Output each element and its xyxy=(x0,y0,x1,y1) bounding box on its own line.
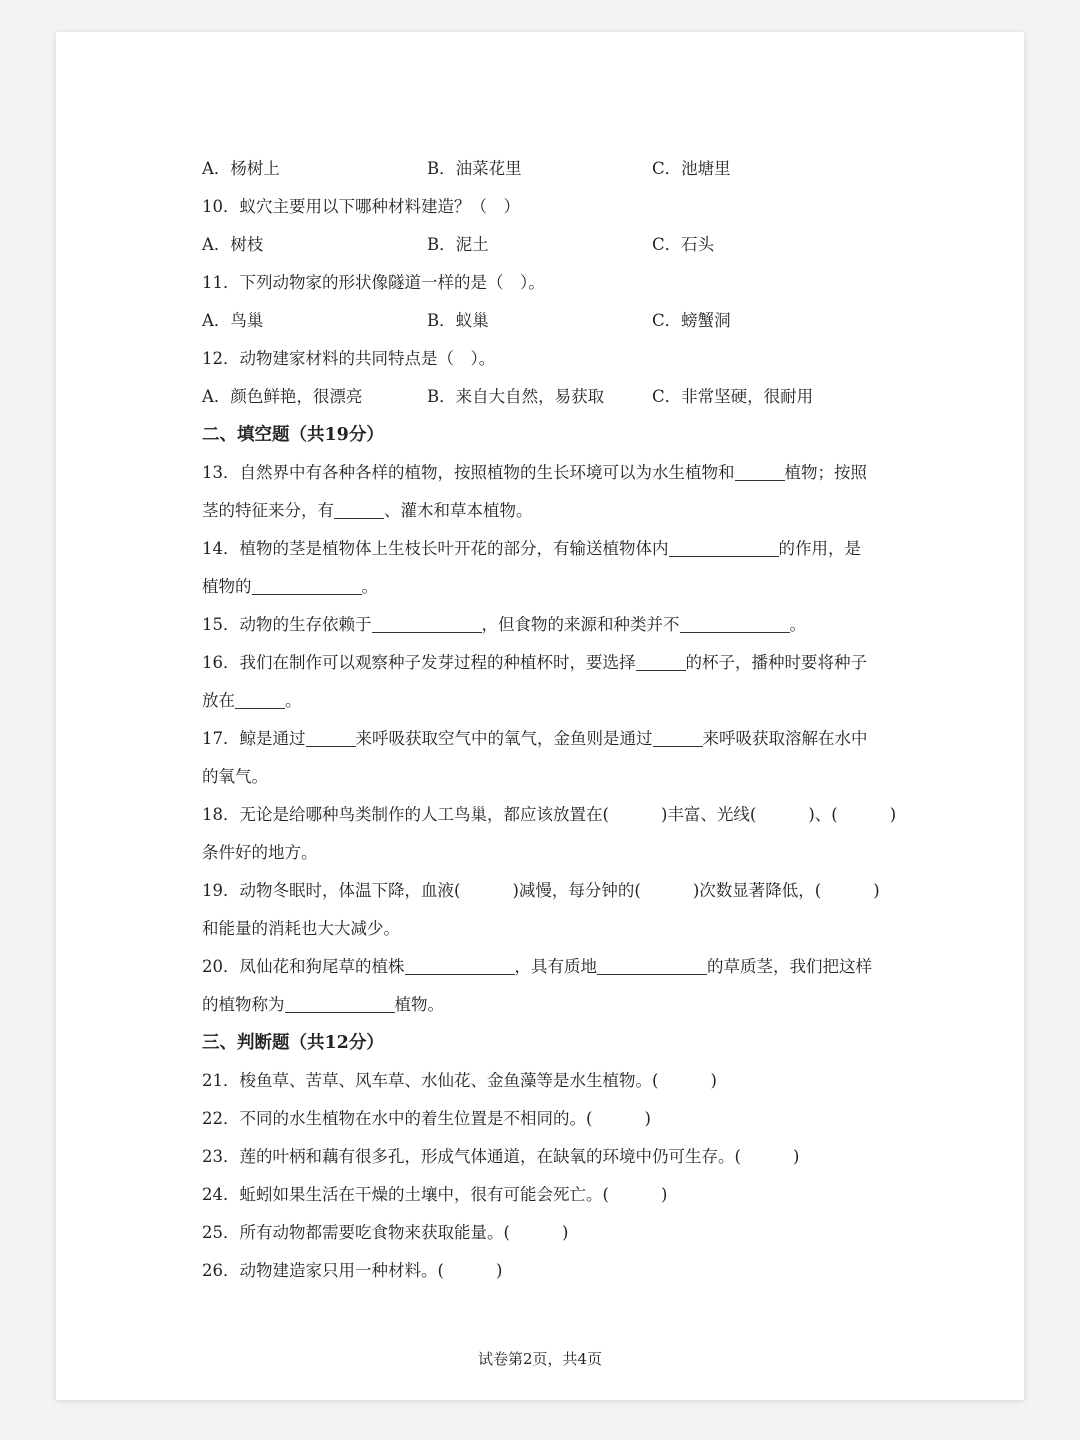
q23-text: 23．莲的叶柄和藕有很多孔，形成气体通道，在缺氧的环境中仍可生存。( xyxy=(202,1147,741,1166)
q15-text-c: 。 xyxy=(789,615,806,634)
q20-line-1 xyxy=(202,956,872,978)
answer-blank[interactable] xyxy=(372,614,482,633)
q10-text: 10．蚁穴主要用以下哪种材料建造？（ ） xyxy=(202,197,520,216)
q10-option-c: C．石头 xyxy=(652,235,715,254)
answer-blank[interactable] xyxy=(669,538,779,557)
answer-blank[interactable] xyxy=(235,690,285,709)
q20-text-b: ，具有质地 xyxy=(514,957,597,976)
answer-blank[interactable] xyxy=(285,994,395,1013)
answer-blank[interactable] xyxy=(334,500,384,519)
q26-text: 26．动物建造家只用一种材料。( xyxy=(202,1261,444,1280)
q16-text-d: 。 xyxy=(285,691,302,710)
section-3-heading: 三、判断题（共12分） xyxy=(202,1033,384,1053)
q20-text-c: 的草质茎，我们把这样 xyxy=(707,957,872,976)
q20-text-a: 20．凤仙花和狗尾草的植株 xyxy=(202,957,405,976)
q26 xyxy=(202,1260,502,1282)
q12-text: 12．动物建家材料的共同特点是（ ）。 xyxy=(202,349,496,368)
answer-blank[interactable] xyxy=(306,728,356,747)
q13-text-b: 植物；按照 xyxy=(784,463,867,482)
q11-text: 11．下列动物家的形状像隧道一样的是（ ）。 xyxy=(202,273,545,292)
q19-line-1 xyxy=(202,880,880,902)
q24-close: ) xyxy=(660,1185,668,1204)
q11-option-b: B．蚁巢 xyxy=(427,311,489,330)
q13-text-d: 、灌木和草本植物。 xyxy=(384,501,533,520)
q14-line-1 xyxy=(202,538,861,560)
q15-text-b: ，但食物的来源和种类并不 xyxy=(481,615,680,634)
q13-text-c: 茎的特征来分，有 xyxy=(202,501,334,520)
q20-text-d: 的植物称为 xyxy=(202,995,285,1014)
q10-option-a: A．树枝 xyxy=(202,235,264,254)
answer-blank[interactable] xyxy=(405,956,515,975)
q17-text-b: 来呼吸获取空气中的氧气，金鱼则是通过 xyxy=(355,729,653,748)
q26-close: ) xyxy=(495,1261,503,1280)
exam-page xyxy=(56,32,1024,1400)
answer-blank[interactable] xyxy=(597,956,707,975)
q25-text: 25．所有动物都需要吃食物来获取能量。( xyxy=(202,1223,510,1242)
q15-line-1 xyxy=(202,614,806,636)
q22 xyxy=(202,1108,651,1130)
q15-text-a: 15．动物的生存依赖于 xyxy=(202,615,372,634)
page-footer: 试卷第2页，共4页 xyxy=(477,1350,603,1368)
q18-text-d: ) xyxy=(889,805,897,824)
q25-close: ) xyxy=(561,1223,569,1242)
q20-line-2 xyxy=(202,994,444,1016)
q14-text-c: 植物的 xyxy=(202,577,252,596)
q11-option-a: A．鸟巢 xyxy=(202,311,264,330)
q13-text-a: 13．自然界中有各种各样的植物，按照植物的生长环境可以为水生植物和 xyxy=(202,463,735,482)
q9-option-c: C．池塘里 xyxy=(652,159,731,178)
q14-text-a: 14．植物的茎是植物体上生枝长叶开花的部分，有输送植物体内 xyxy=(202,539,669,558)
q18-line-2: 条件好的地方。 xyxy=(202,843,318,862)
q19-text-d: ) xyxy=(873,881,880,900)
q17-line-2: 的氧气。 xyxy=(202,767,268,786)
answer-blank[interactable] xyxy=(653,728,703,747)
q17-text-c: 来呼吸获取溶解在水中 xyxy=(702,729,868,748)
q22-text: 22．不同的水生植物在水中的着生位置是不相同的。( xyxy=(202,1109,593,1128)
q23 xyxy=(202,1146,799,1168)
q13-line-2 xyxy=(202,500,533,522)
q19-text-a: 19．动物冬眠时，体温下降，血液( xyxy=(202,881,461,900)
q10-option-b: B．泥土 xyxy=(427,235,489,254)
q11-option-c: C．螃蟹洞 xyxy=(652,311,731,330)
q9-option-b: B．油菜花里 xyxy=(427,159,522,178)
q22-close: ) xyxy=(644,1109,651,1128)
q21-close: ) xyxy=(710,1071,717,1090)
q17-text-a: 17．鲸是通过 xyxy=(202,729,306,748)
q18-text-c: )、( xyxy=(808,805,838,824)
q21-text: 21．梭鱼草、苦草、风车草、水仙花、金鱼藻等是水生植物。( xyxy=(202,1071,659,1090)
answer-blank[interactable] xyxy=(636,652,686,671)
q21 xyxy=(202,1070,717,1092)
q17-line-1 xyxy=(202,728,868,750)
q12-option-a: A．颜色鲜艳，很漂亮 xyxy=(202,387,363,406)
q14-text-b: 的作用，是 xyxy=(778,539,861,558)
q19-text-c: )次数显著降低，( xyxy=(692,881,822,900)
q24-text: 24．蚯蚓如果生活在干燥的土壤中，很有可能会死亡。( xyxy=(202,1185,609,1204)
q23-close: ) xyxy=(792,1147,800,1166)
q16-text-c: 放在 xyxy=(202,691,235,710)
q19-text-b: )减慢，每分钟的( xyxy=(512,881,641,900)
q16-line-2 xyxy=(202,690,302,712)
q12-option-b: B．来自大自然，易获取 xyxy=(427,387,605,406)
q18-text-b: )丰富、光线( xyxy=(660,805,757,824)
q12-option-c: C．非常坚硬，很耐用 xyxy=(652,387,814,406)
section-2-heading: 二、填空题（共19分） xyxy=(202,425,384,445)
q13-line-1 xyxy=(202,462,867,484)
answer-blank[interactable] xyxy=(680,614,790,633)
q24 xyxy=(202,1184,667,1206)
answer-blank[interactable] xyxy=(735,462,785,481)
q18-text-a: 18．无论是给哪种鸟类制作的人工鸟巢，都应该放置在( xyxy=(202,805,609,824)
q16-text-b: 的杯子，播种时要将种子 xyxy=(685,653,867,672)
q18-line-1 xyxy=(202,804,896,826)
q20-text-e: 植物。 xyxy=(394,995,444,1014)
q14-text-d: 。 xyxy=(361,577,378,596)
answer-blank[interactable] xyxy=(252,576,362,595)
q16-line-1 xyxy=(202,652,867,674)
q14-line-2 xyxy=(202,576,378,598)
q19-line-2: 和能量的消耗也大大减少。 xyxy=(202,919,400,938)
q16-text-a: 16．我们在制作可以观察种子发芽过程的种植杯时，要选择 xyxy=(202,653,636,672)
q25 xyxy=(202,1222,568,1244)
q9-option-a: A．杨树上 xyxy=(202,159,280,178)
